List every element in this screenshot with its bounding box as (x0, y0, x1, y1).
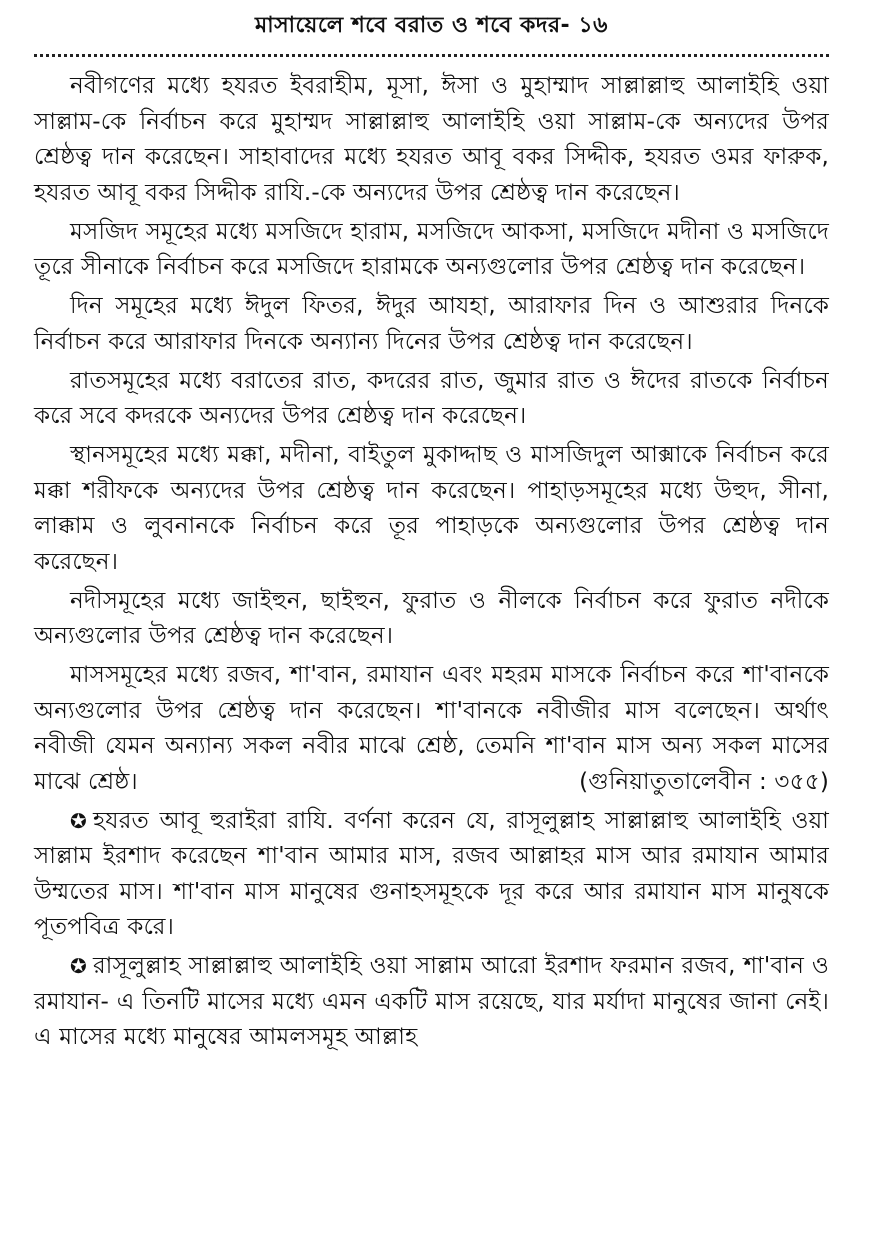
citation: (গুনিয়াতুতালেবীন : ৩৫৫) (579, 768, 829, 795)
page-header (34, 0, 829, 52)
paragraph-prophets: নবীগণের মধ্যে হযরত ইবরাহীম, মূসা, ঈসা ও মুহাম্মাদ সাল্লাল্লাহু আলাইহি ওয়া সাল্লাম-কে নির্বাচন করে মুহাম্মদ সাল্লাল্লাহু আলাইহি ওয়া সাল্লাম-কে অন্যদের উপর শ্রেষ্ঠত্ব দান করেছেন। সাহাবাদের মধ্যে হযরত আবূ বকর সিদ্দীক, হযরত ওমর ফারুক, হযরত আবূ বকর সিদ্দীক রাযি.-কে অন্যদের উপর শ্রেষ্ঠত্ব দান করেছেন। (34, 73, 829, 206)
star-circle-icon: ✪ (70, 808, 87, 833)
paragraph-hadith-1: ✪ হযরত আবূ হুরাইরা রাযি. বর্ণনা করেন যে, রাসূলুল্লাহ সাল্লাল্লাহু আলাইহি ওয়া সাল্লাম ইরশাদ করেছেন শা'বান আমার মাস, রজব আল্লাহর মাস আর রমাযান আমার উম্মতের মাস। শা'বান মাস মানুষের গুনাহসমূহকে দূর করে আর রমাযান মাস মানুষকে পূতপবিত্র করে। (34, 804, 829, 946)
paragraph-places: স্থানসমূহের মধ্যে মক্কা, মদীনা, বাইতুল মুকাদ্দাছ ও মাসজিদুল আক্সাকে নির্বাচন করে মক্কা শরীফকে অন্যদের উপর শ্রেষ্ঠত্ব দান করেছেন। পাহাড়সমূহের মধ্যে উহুদ, সীনা, লাক্কাম ও লুবনানকে নির্বাচন করে তূর পাহাড়কে অন্যগুলোর উপর শ্রেষ্ঠত্ব দান করেছেন। (34, 442, 829, 575)
paragraph-nights: রাতসমূহের মধ্যে বরাতের রাত, কদরের রাত, জুমার রাত ও ঈদের রাতকে নির্বাচন করে সবে কদরকে অন্যদের উপর শ্রেষ্ঠত্ব দান করেছেন। (34, 367, 829, 429)
paragraph-hadith-2: ✪ রাসূলুল্লাহ সাল্লাল্লাহু আলাইহি ওয়া সাল্লাম আরো ইরশাদ ফরমান রজব, শা'বান ও রমাযান- এ তিনটি মাসের মধ্যে এমন একটি মাস রয়েছে, যার মর্যাদা মানুষের জানা নেই। এ মাসের মধ্যে মানুষের আমলসমূহ আল্লাহ (34, 949, 829, 1056)
page-title: মাসায়েলে শবে বরাত ও শবে কদর- ১৬ (255, 13, 608, 38)
star-circle-icon: ✪ (70, 954, 87, 978)
paragraph-months: মাসসমূহের মধ্যে রজব, শা'বান, রমাযান এবং মহরম মাসকে নির্বাচন করে শা'বানকে অন্যগুলোর উপর শ্রেষ্ঠত্ব দান করেছেন। শা'বানকে নবীজীর মাস বলেছেন। অর্থাৎ নবীজী যেমন অন্যান্য সকল নবীর মাঝে শ্রেষ্ঠ, তেমনি শা'বান মাস অন্য সকল মাসের মাঝে শ্রেষ্ঠ। (গুনিয়াতুতালেবীন : ৩৫৫) (34, 658, 829, 800)
paragraph-mosques: মসজিদ সমূহের মধ্যে মসজিদে হারাম, মসজিদে আকসা, মসজিদে মদীনা ও মসজিদে তূরে সীনাকে নির্বাচন করে মসজিদে হারামকে অন্যগুলোর উপর শ্রেষ্ঠত্ব দান করেছেন। (34, 218, 829, 280)
paragraph-days: দিন সমূহের মধ্যে ঈদুল ফিতর, ঈদুর আযহা, আরাফার দিন ও আশুরার দিনকে নির্বাচন করে আরাফার দিনকে অন্যান্য দিনের উপর শ্রেষ্ঠত্ব দান করেছেন। (34, 293, 829, 355)
header-divider (34, 54, 829, 57)
paragraph-rivers: নদীসমূহের মধ্যে জাইহুন, ছাইহুন, ফুরাত ও নীলকে নির্বাচন করে ফুরাত নদীকে অন্যগুলোর উপর শ্রেষ্ঠত্ব দান করেছেন। (34, 587, 829, 649)
